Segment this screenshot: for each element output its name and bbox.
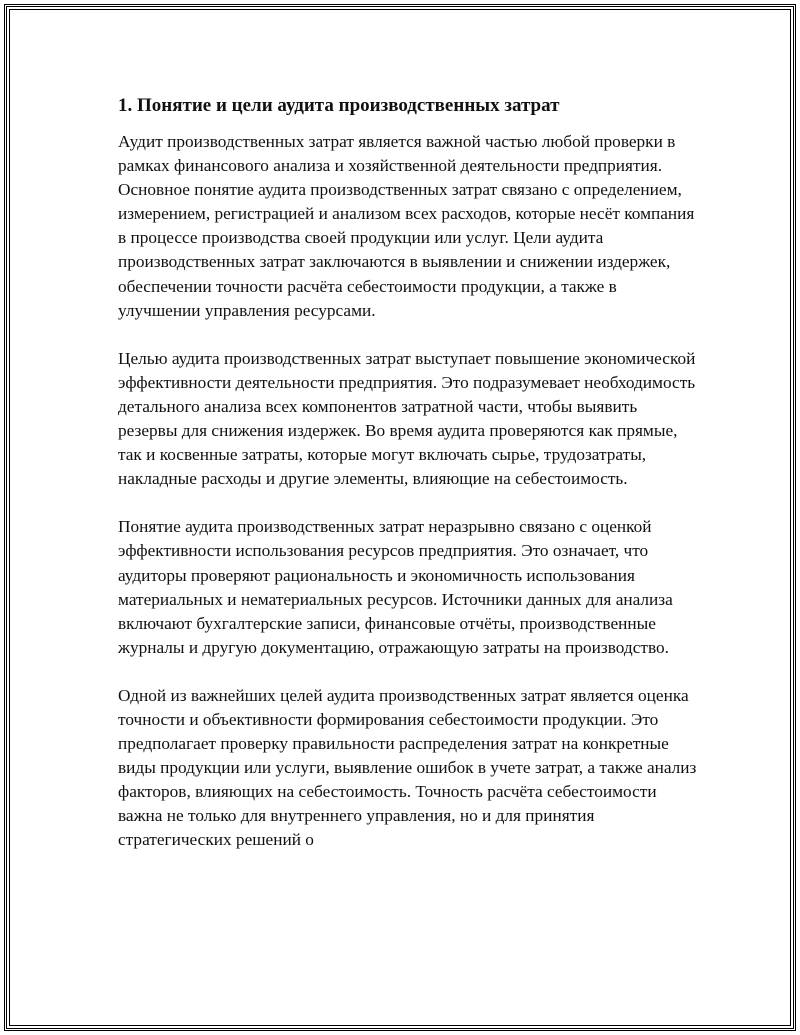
paragraph-4: Одной из важнейших целей аудита производственных затрат является оценка точности и объективности формирования себестоимости продукции. Это предполагает проверку правильности распределения затрат на конкретные виды продукции или услуги, выявление ошибок в учете затрат, а также анализ факторов, влияющих на себестоимость. Точность расчёта себестоимости важна не только для внутреннего управления, но и для принятия стратегических решений о bbox=[118, 685, 697, 850]
paragraph-3: Понятие аудита производственных затрат неразрывно связано с оценкой эффективности использования ресурсов предприятия. Это означает, что аудиторы проверяют рациональность и экономичность использования материальных и нематериальных ресурсов. Источники данных для анализа включают бухгалтерские записи, финансовые отчёты, производственные журналы и другую документацию, отражающую затраты на производство. bbox=[118, 517, 673, 657]
document-body bbox=[118, 94, 698, 877]
paragraph-2: Целью аудита производственных затрат выступает повышение экономической эффективности деятельности предприятия. Это подразумевает необходимость детального анализа всех компонентов затратной части, чтобы выявить резервы для снижения издержек. Во время аудита проверяются как прямые, так и косвенные затраты, которые могут включать сырье, трудозатраты, накладные расходы и другие элементы, влияющие на себестоимость. bbox=[118, 348, 696, 489]
paragraph-1: Аудит производственных затрат является важной частью любой проверки в рамках финансового анализа и хозяйственной деятельности предприятия. Основное понятие аудита производственных затрат связано с определением, измерением, регистрацией и анализом всех расходов, которые несёт компания в процессе производства своей продукции или услуг. Цели аудита производственных затрат заключаются в выявлении и снижении издержек, обеспечении точности расчёта себестоимости продукции, а также в улучшении управления ресурсами. bbox=[118, 132, 695, 320]
section-heading: 1. Понятие и цели аудита производственных затрат bbox=[118, 95, 560, 116]
